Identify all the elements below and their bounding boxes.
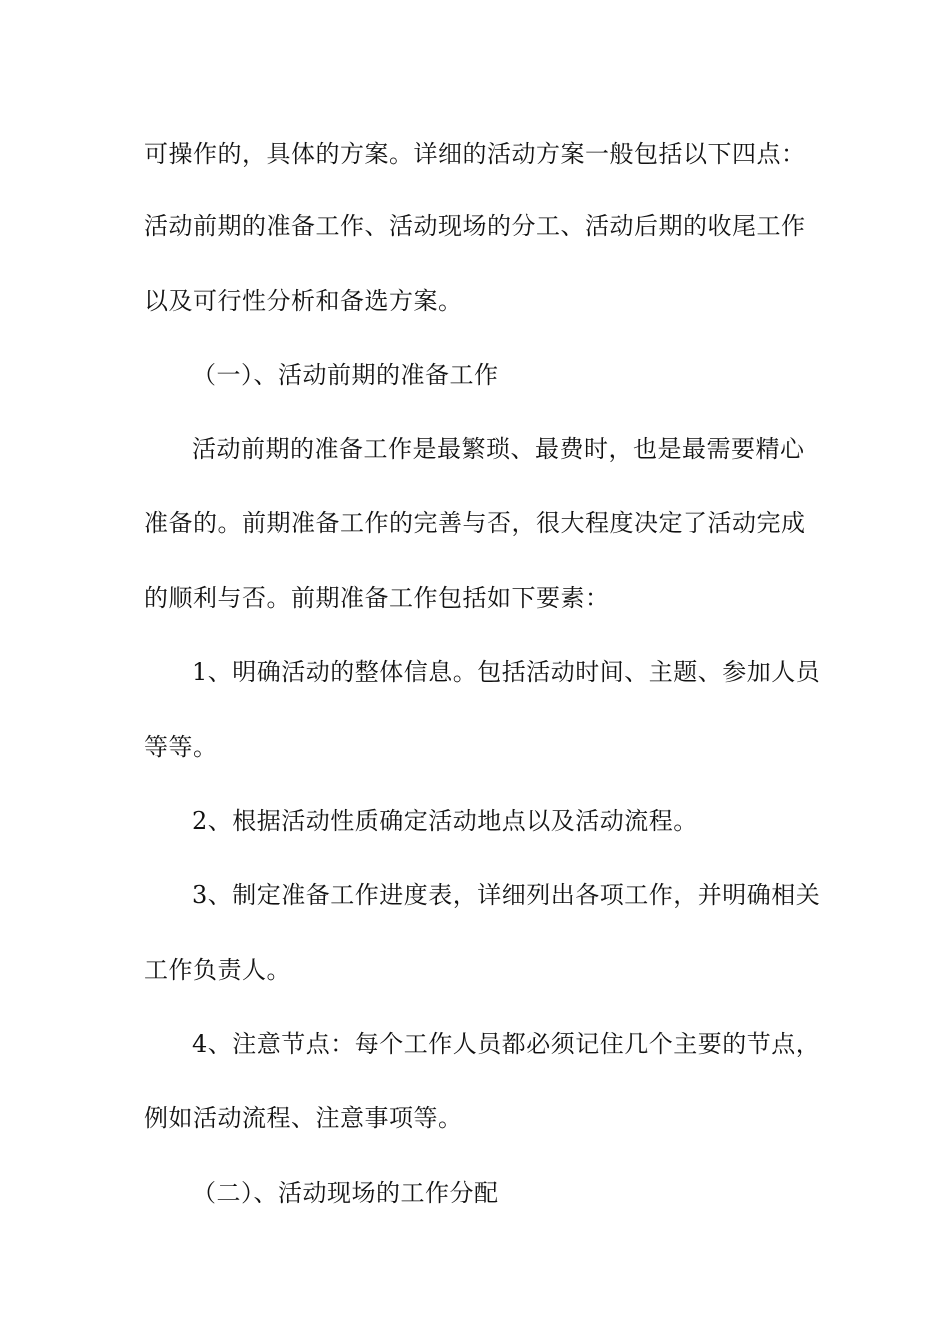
paragraph-line: 活动前期的准备工作是最繁琐、最费时，也是最需要精心 bbox=[192, 435, 805, 463]
list-item-3: 3、制定准备工作进度表，详细列出各项工作，并明确相关 bbox=[192, 881, 821, 909]
list-item-1-continuation: 等等。 bbox=[144, 733, 218, 761]
list-item-2: 2、根据活动性质确定活动地点以及活动流程。 bbox=[192, 807, 698, 835]
list-item-4: 4、注意节点：每个工作人员都必须记住几个主要的节点， bbox=[192, 1030, 821, 1058]
list-item-4-continuation: 例如活动流程、注意事项等。 bbox=[144, 1104, 463, 1132]
paragraph-line: 的顺利与否。前期准备工作包括如下要素： bbox=[144, 584, 610, 612]
paragraph-line: 准备的。前期准备工作的完善与否，很大程度决定了活动完成 bbox=[144, 509, 806, 537]
paragraph-line: 活动前期的准备工作、活动现场的分工、活动后期的收尾工作 bbox=[144, 212, 806, 240]
section-heading: （二）、活动现场的工作分配 bbox=[192, 1179, 499, 1207]
paragraph-line: 以及可行性分析和备选方案。 bbox=[144, 287, 463, 315]
section-heading: （一）、活动前期的准备工作 bbox=[192, 361, 499, 389]
list-item-3-continuation: 工作负责人。 bbox=[144, 956, 291, 984]
list-item-1: 1、明确活动的整体信息。包括活动时间、主题、参加人员 bbox=[192, 658, 821, 686]
paragraph-line: 可操作的，具体的方案。详细的活动方案一般包括以下四点： bbox=[144, 140, 806, 168]
